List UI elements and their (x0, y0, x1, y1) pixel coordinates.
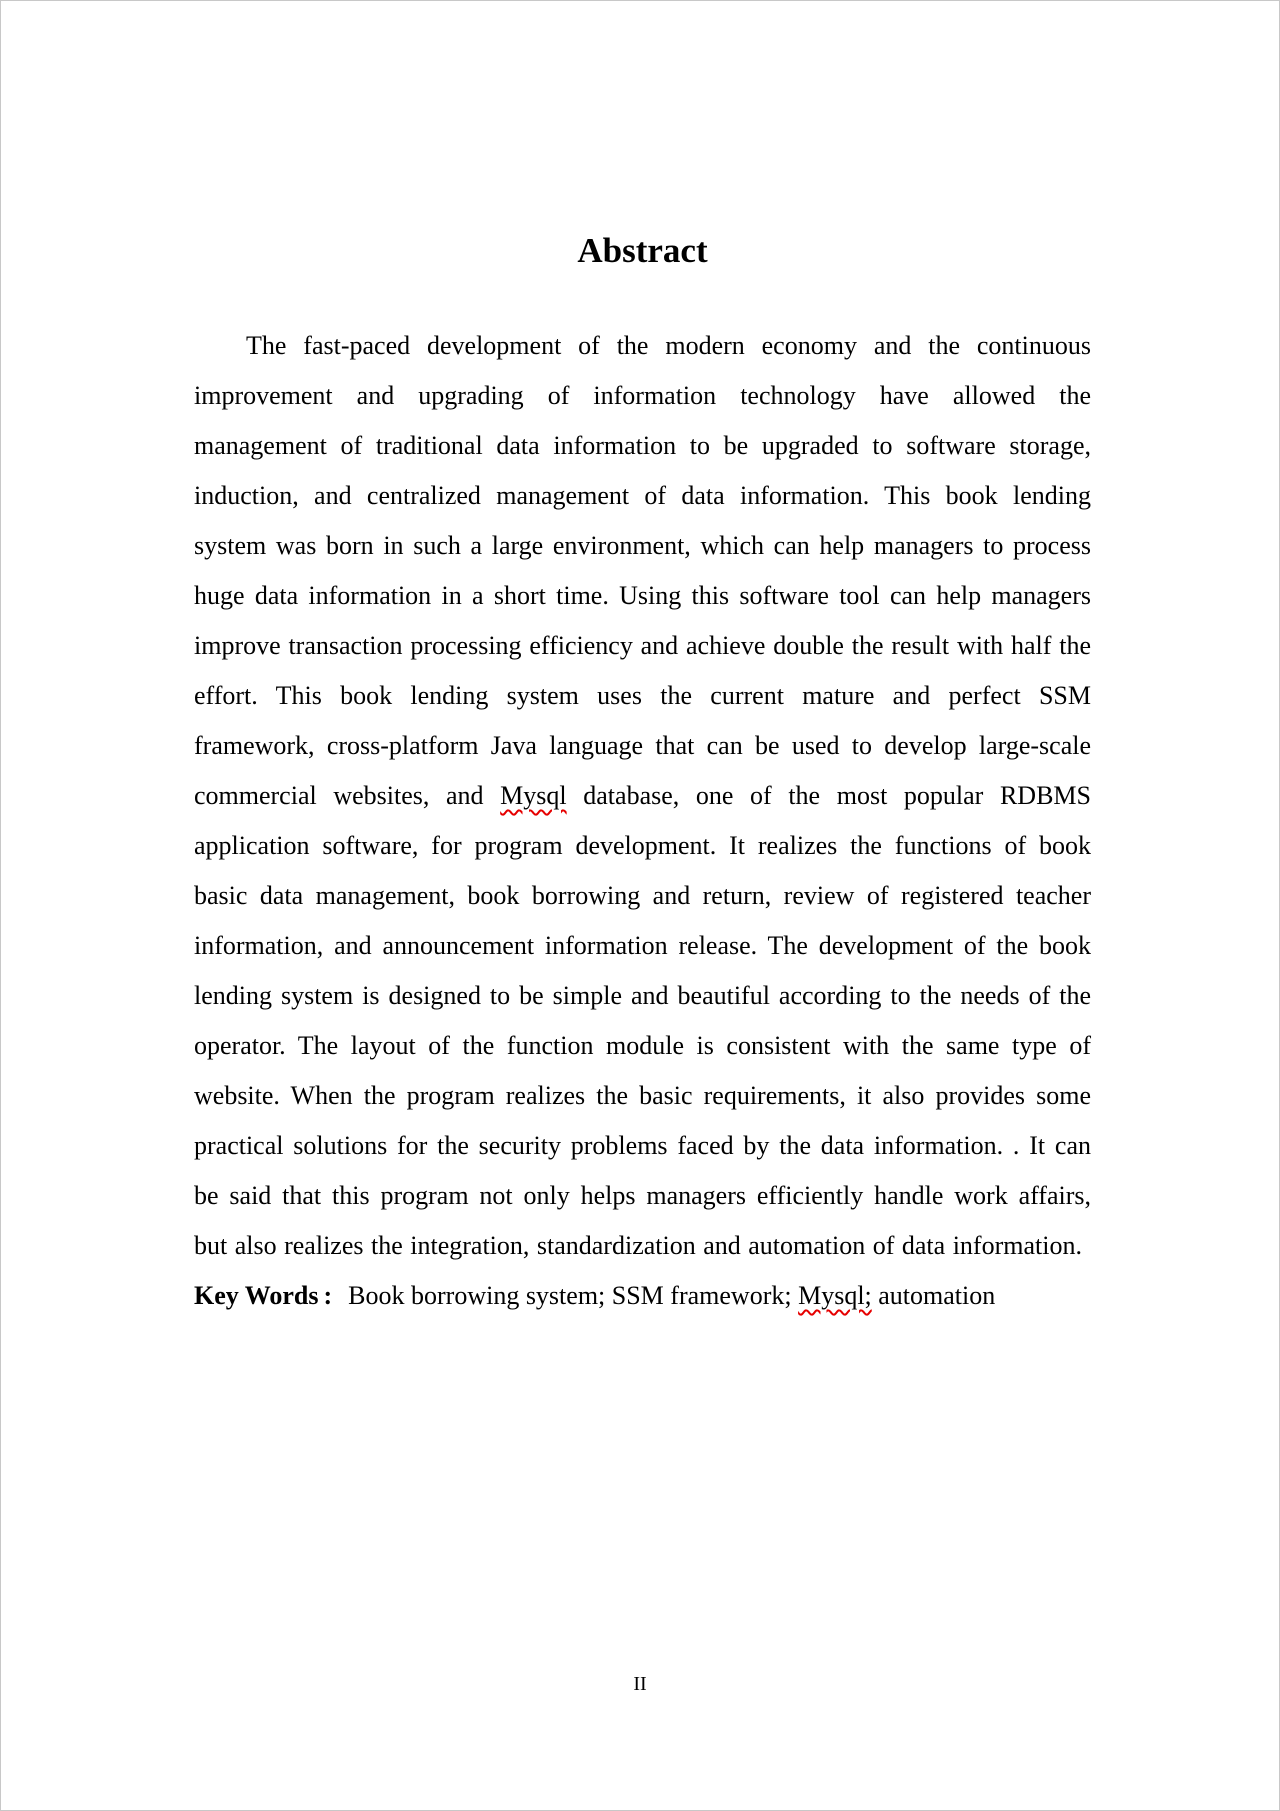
keywords-misspelled-word-mysql: Mysql; (798, 1281, 872, 1310)
keywords-label-group (194, 1281, 348, 1310)
abstract-heading: Abstract (577, 231, 708, 270)
misspelled-word-mysql: Mysql (500, 781, 567, 810)
keywords-label: Key Words (194, 1281, 319, 1310)
keywords-list-after: automation (878, 1281, 996, 1310)
keywords-list-before: Book borrowing system; SSM framework; (348, 1281, 792, 1310)
keywords-line (194, 1271, 1091, 1321)
abstract-content (194, 321, 1091, 1321)
paragraph-text-after: database, one of the most popular RDBMS application software, for program development. It realizes the functions of book basic data management, book borrowing and return, review of registered teacher information, and announcement information release. The development of the book lending system is designed to be simple and beautiful according to the needs of the operator. The layout of the function module is consistent with the same type of website. When the program realizes the basic requirements, it also provides some practical solutions for the security problems faced by the data information. . It can be said that this program not only helps managers efficiently handle work affairs, but also realizes the integration, standardization and automation of data information. (194, 781, 1091, 1260)
keywords-colon: : (323, 1281, 333, 1310)
abstract-paragraph (194, 321, 1091, 1271)
paragraph-text-before: The fast-paced development of the modern economy and the continuous improvement and upgrading of information technology have allowed the management of traditional data information to be upgraded to software storage, induction, and centralized management of data information. This book lending system was born in such a large environment, which can help managers to process huge data information in a short time. Using this software tool can help managers improve transaction processing efficiency and achieve double the result with half the effort. This book lending system uses the current mature and perfect SSM framework, cross-platform Java language that can be used to develop large-scale commercial websites, and (194, 331, 1091, 810)
page-number: II (633, 1673, 647, 1695)
